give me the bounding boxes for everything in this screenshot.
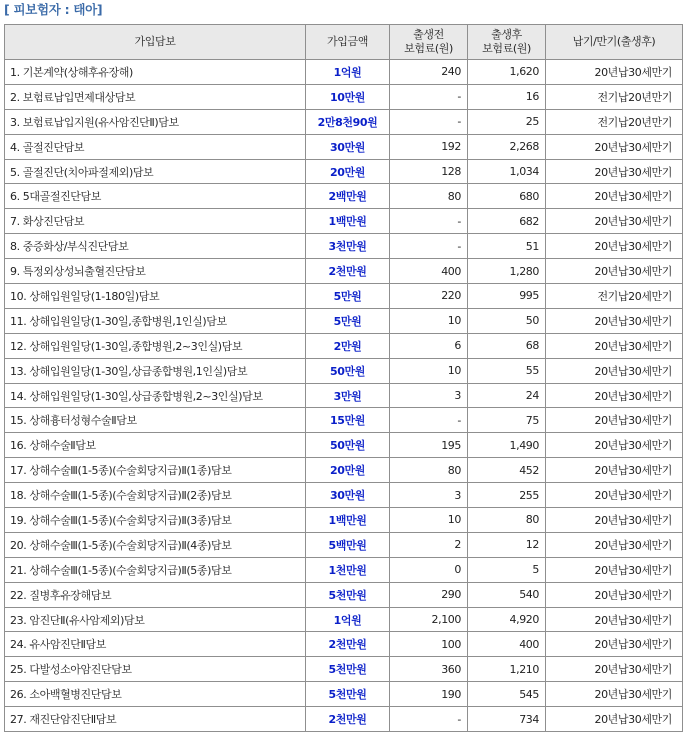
amount-cell: 5만원 [306,308,390,333]
table-row [5,333,683,358]
table-row [5,184,683,209]
premium-before-cell: - [390,408,468,433]
premium-after-cell: 1,034 [468,159,546,184]
header-amount: 가입금액 [306,25,390,60]
premium-after-cell: 400 [468,632,546,657]
premium-after-cell: 2,268 [468,134,546,159]
table-row [5,408,683,433]
premium-after-cell: 68 [468,333,546,358]
term-cell: 20년납30세만기 [546,632,683,657]
premium-before-cell: 2,100 [390,607,468,632]
table-row [5,532,683,557]
term-cell: 20년납30세만기 [546,308,683,333]
table-row [5,508,683,533]
coverage-name-cell: 23. 암진단Ⅱ(유사암제외)담보 [5,607,306,632]
coverage-name-cell: 12. 상해입원일당(1-30일,종합병원,2~3인실)담보 [5,333,306,358]
coverage-table [4,24,683,732]
coverage-name-cell: 10. 상해입원일당(1-180일)담보 [5,284,306,309]
table-row [5,557,683,582]
coverage-name-cell: 27. 재진단암진단Ⅱ담보 [5,707,306,732]
table-row [5,84,683,109]
amount-cell: 15만원 [306,408,390,433]
coverage-name-cell: 19. 상해수술Ⅲ(1-5종)(수술회당지급)Ⅱ(3종)담보 [5,508,306,533]
premium-before-cell: 10 [390,308,468,333]
term-cell: 20년납30세만기 [546,557,683,582]
premium-after-cell: 75 [468,408,546,433]
table-row [5,433,683,458]
coverage-name-cell: 8. 중증화상/부식진단담보 [5,234,306,259]
coverage-name-cell: 17. 상해수술Ⅲ(1-5종)(수술회당지급)Ⅱ(1종)담보 [5,458,306,483]
amount-cell: 30만원 [306,134,390,159]
table-row [5,284,683,309]
premium-before-cell: 220 [390,284,468,309]
premium-after-cell: 24 [468,383,546,408]
amount-cell: 5천만원 [306,657,390,682]
coverage-name-cell: 3. 보험료납입지원(유사암진단Ⅱ)담보 [5,109,306,134]
term-cell: 20년납30세만기 [546,134,683,159]
table-row [5,607,683,632]
coverage-name-cell: 22. 질병후유장해담보 [5,582,306,607]
header-term: 납기/만기(출생후) [546,25,683,60]
premium-after-cell: 50 [468,308,546,333]
premium-after-cell: 1,280 [468,259,546,284]
table-row [5,109,683,134]
coverage-name-cell: 4. 골절진단담보 [5,134,306,159]
premium-before-cell: 290 [390,582,468,607]
term-cell: 전기납20년만기 [546,109,683,134]
premium-before-cell: 195 [390,433,468,458]
premium-before-cell: 10 [390,358,468,383]
amount-cell: 2천만원 [306,707,390,732]
table-body [5,60,683,732]
premium-before-cell: 0 [390,557,468,582]
table-row [5,358,683,383]
table-row [5,707,683,732]
term-cell: 20년납30세만기 [546,333,683,358]
amount-cell: 2천만원 [306,632,390,657]
coverage-name-cell: 13. 상해입원일당(1-30일,상급종합병원,1인실)담보 [5,358,306,383]
amount-cell: 5백만원 [306,532,390,557]
premium-after-cell: 80 [468,508,546,533]
amount-cell: 5천만원 [306,582,390,607]
table-row [5,483,683,508]
amount-cell: 30만원 [306,483,390,508]
table-row [5,209,683,234]
term-cell: 20년납30세만기 [546,532,683,557]
premium-after-cell: 1,620 [468,60,546,85]
table-row [5,657,683,682]
amount-cell: 2천만원 [306,259,390,284]
coverage-name-cell: 6. 5대골절진단담보 [5,184,306,209]
term-cell: 20년납30세만기 [546,607,683,632]
term-cell: 20년납30세만기 [546,234,683,259]
coverage-name-cell: 15. 상해흉터성형수술Ⅱ담보 [5,408,306,433]
premium-before-cell: 2 [390,532,468,557]
term-cell: 20년납30세만기 [546,458,683,483]
premium-before-cell: 240 [390,60,468,85]
premium-after-cell: 1,210 [468,657,546,682]
amount-cell: 1천만원 [306,557,390,582]
table-header-row [5,25,683,60]
term-cell: 20년납30세만기 [546,408,683,433]
premium-before-cell: - [390,209,468,234]
table-row [5,159,683,184]
table-row [5,234,683,259]
term-cell: 20년납30세만기 [546,582,683,607]
amount-cell: 3만원 [306,383,390,408]
coverage-name-cell: 5. 골절진단(치아파절제외)담보 [5,159,306,184]
term-cell: 전기납20년만기 [546,84,683,109]
term-cell: 20년납30세만기 [546,508,683,533]
premium-after-cell: 734 [468,707,546,732]
coverage-name-cell: 14. 상해입원일당(1-30일,상급종합병원,2~3인실)담보 [5,383,306,408]
premium-before-cell: 10 [390,508,468,533]
premium-after-cell: 12 [468,532,546,557]
premium-after-cell: 55 [468,358,546,383]
premium-before-cell: - [390,234,468,259]
coverage-name-cell: 24. 유사암진단Ⅱ담보 [5,632,306,657]
premium-before-cell: 192 [390,134,468,159]
premium-after-cell: 545 [468,682,546,707]
term-cell: 20년납30세만기 [546,707,683,732]
header-coverage: 가입담보 [5,25,306,60]
amount-cell: 10만원 [306,84,390,109]
premium-before-cell: - [390,84,468,109]
coverage-name-cell: 9. 특정외상성뇌출혈진단담보 [5,259,306,284]
term-cell: 20년납30세만기 [546,383,683,408]
amount-cell: 1억원 [306,607,390,632]
premium-after-cell: 255 [468,483,546,508]
term-cell: 20년납30세만기 [546,209,683,234]
term-cell: 20년납30세만기 [546,184,683,209]
amount-cell: 2만원 [306,333,390,358]
amount-cell: 1백만원 [306,508,390,533]
premium-after-cell: 4,920 [468,607,546,632]
premium-before-cell: 3 [390,483,468,508]
premium-after-cell: 680 [468,184,546,209]
table-row [5,134,683,159]
coverage-name-cell: 21. 상해수술Ⅲ(1-5종)(수술회당지급)Ⅱ(5종)담보 [5,557,306,582]
amount-cell: 1억원 [306,60,390,85]
coverage-name-cell: 11. 상해입원일당(1-30일,종합병원,1인실)담보 [5,308,306,333]
table-row [5,682,683,707]
premium-after-cell: 5 [468,557,546,582]
amount-cell: 20만원 [306,458,390,483]
amount-cell: 5천만원 [306,682,390,707]
coverage-name-cell: 20. 상해수술Ⅲ(1-5종)(수술회당지급)Ⅱ(4종)담보 [5,532,306,557]
coverage-name-cell: 18. 상해수술Ⅲ(1-5종)(수술회당지급)Ⅱ(2종)담보 [5,483,306,508]
amount-cell: 50만원 [306,433,390,458]
term-cell: 20년납30세만기 [546,259,683,284]
amount-cell: 20만원 [306,159,390,184]
premium-before-cell: - [390,707,468,732]
table-row [5,632,683,657]
amount-cell: 50만원 [306,358,390,383]
premium-after-cell: 16 [468,84,546,109]
premium-after-cell: 452 [468,458,546,483]
term-cell: 20년납30세만기 [546,60,683,85]
amount-cell: 2만8천90원 [306,109,390,134]
table-row [5,458,683,483]
table-row [5,308,683,333]
table-row [5,259,683,284]
amount-cell: 5만원 [306,284,390,309]
amount-cell: 2백만원 [306,184,390,209]
coverage-name-cell: 25. 다발성소아암진단담보 [5,657,306,682]
term-cell: 20년납30세만기 [546,682,683,707]
premium-before-cell: 3 [390,383,468,408]
amount-cell: 3천만원 [306,234,390,259]
coverage-name-cell: 7. 화상진단담보 [5,209,306,234]
table-row [5,60,683,85]
premium-before-cell: 6 [390,333,468,358]
term-cell: 전기납20세만기 [546,284,683,309]
premium-after-cell: 25 [468,109,546,134]
premium-before-cell: - [390,109,468,134]
premium-before-cell: 400 [390,259,468,284]
premium-after-cell: 540 [468,582,546,607]
coverage-name-cell: 26. 소아백혈병진단담보 [5,682,306,707]
coverage-name-cell: 1. 기본계약(상해후유장해) [5,60,306,85]
table-row [5,582,683,607]
premium-after-cell: 995 [468,284,546,309]
term-cell: 20년납30세만기 [546,433,683,458]
term-cell: 20년납30세만기 [546,657,683,682]
term-cell: 20년납30세만기 [546,358,683,383]
premium-before-cell: 100 [390,632,468,657]
coverage-name-cell: 2. 보험료납입면제대상담보 [5,84,306,109]
premium-after-cell: 51 [468,234,546,259]
premium-before-cell: 80 [390,458,468,483]
premium-before-cell: 190 [390,682,468,707]
term-cell: 20년납30세만기 [546,483,683,508]
table-row [5,383,683,408]
coverage-name-cell: 16. 상해수술Ⅱ담보 [5,433,306,458]
header-premium-before-birth: 출생전 보험료(원) [390,25,468,60]
amount-cell: 1백만원 [306,209,390,234]
premium-after-cell: 682 [468,209,546,234]
premium-before-cell: 360 [390,657,468,682]
premium-before-cell: 80 [390,184,468,209]
header-premium-after-birth: 출생후 보험료(원) [468,25,546,60]
term-cell: 20년납30세만기 [546,159,683,184]
section-title: [ 피보험자 : 태아] [4,2,103,17]
premium-after-cell: 1,490 [468,433,546,458]
premium-before-cell: 128 [390,159,468,184]
